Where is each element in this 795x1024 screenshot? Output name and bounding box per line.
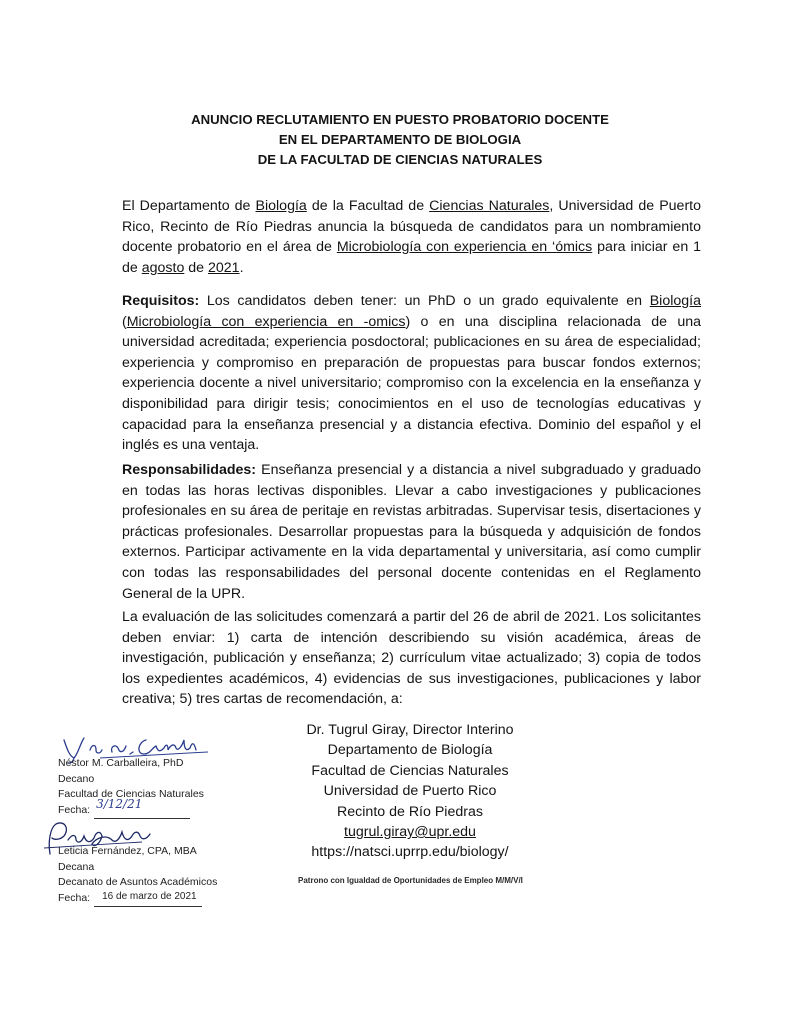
equal-opportunity-notice: Patrono con Igualdad de Oportunidades de Empleo M/M/V/I [298, 876, 523, 885]
responsabilidades-paragraph [122, 460, 701, 604]
fecha-label: Fecha: [58, 803, 91, 816]
intro-text: de la Facultad de [306, 198, 430, 214]
address-line: Facultad de Ciencias Naturales [311, 762, 509, 779]
signatory-role: Decana [58, 860, 95, 873]
intro-text: El Departamento de [122, 198, 256, 214]
requisitos-underlined-area: Microbiología con experiencia en -omics [126, 313, 406, 330]
address-line: Universidad de Puerto Rico [323, 783, 497, 800]
address-line: Recinto de Río Piedras [337, 803, 483, 820]
requisitos-underlined-biologia: Biología [649, 293, 701, 309]
signatory-unit: Decanato de Asuntos Académicos [58, 876, 218, 888]
signatory-name: Néstor M. Carballeira, PhD [58, 757, 184, 769]
email-link[interactable]: tugrul.giray@upr.edu [344, 824, 476, 841]
evaluacion-text: La evaluación de las solicitudes comenzará a partir del 26 de abril de 2021. Los solicitantes deben enviar: 1) carta de intención describiendo su visión académica, áreas de investigación, publicación y enseñanza; 2) currículum vitae actualizado; 3) copia de todos los expedientes académicos, 4) evidencias de sus investigaciones, publicaciones y labor creativa; 5) tres cartas de recomendación, a: [122, 609, 701, 708]
intro-text: de [184, 259, 209, 276]
dean-academic-signature-block [58, 844, 217, 907]
evaluacion-paragraph [122, 607, 701, 710]
signatory-role: Decano [58, 772, 95, 785]
title-line-1: ANUNCIO RECLUTAMIENTO EN PUESTO PROBATORIO DOCENTE [191, 112, 609, 127]
intro-underlined-ciencias: Ciencias Naturales [429, 198, 550, 214]
requisitos-text: ) o en una disciplina relacionada de una universidad acreditada; experiencia posdoctoral; publicaciones en su área de especialidad; experiencia y compromiso en preparación de propuestas para buscar fondos externos; experiencia docente a nivel universitario; compromiso con la excelencia en la enseñanza y disponibilidad para dirigir tesis; conocimientos en el uso de tecnologías educativas y capacidad para la enseñanza presencial y a distancia efectiva. Dominio del español y el inglés es una ventaja. [122, 313, 701, 454]
title-line-3: DE LA FACULTAD DE CIENCIAS NATURALES [257, 152, 543, 167]
intro-text: . [239, 259, 244, 276]
typed-date: 16 de marzo de 2021 [102, 890, 197, 902]
fecha-label: Fecha: [58, 891, 91, 904]
requisitos-text: ( [122, 313, 127, 330]
title-line-2: EN EL DEPARTAMENTO DE BIOLOGIA [278, 132, 522, 147]
handwritten-date: 3/12/21 [96, 796, 143, 811]
address-line: Dr. Tugrul Giray, Director Interino [306, 722, 514, 738]
responsabilidades-label: Responsabilidades: [122, 462, 257, 478]
mailing-address [280, 720, 540, 863]
intro-text: , Universidad de Puerto Rico, Recinto de Río Piedras anuncia la búsqueda de candidatos para un nombramiento docente probatorio en el área de [122, 198, 701, 256]
announcement-title [120, 110, 680, 170]
intro-text: para iniciar en 1 de [122, 239, 702, 276]
intro-underlined-biologia: Biología [255, 198, 307, 214]
website-link[interactable]: https://natsci.uprrp.edu/biology/ [311, 844, 509, 861]
requisitos-label: Requisitos: [122, 293, 200, 309]
requisitos-text: Los candidatos deben tener: un PhD o un grado equivalente en [199, 293, 650, 309]
intro-paragraph [122, 196, 701, 278]
address-line: Departamento de Biología [327, 742, 493, 759]
dean-signature-block [58, 756, 204, 819]
responsabilidades-text: Enseñanza presencial y a distancia a nivel subgraduado y graduado en todas las horas lectivas disponibles. Llevar a cabo investigaciones y publicaciones profesionales en su área de peritaje en revistas arbitradas. Supervisar tesis, disertaciones y prácticas profesionales. Desarrollar propuestas para la búsqueda y adquisición de fondos externos. Participar activamente en la vida departamental y universitaria, así como cumplir con todas las responsabilidades del personal docente contenidas en el Reglamento General de la UPR. [122, 462, 701, 602]
signatory-name: Leticia Fernández, CPA, MBA [58, 845, 197, 857]
intro-underlined-area: Microbiología con experiencia en ‘ómics [336, 239, 593, 256]
signatory-unit: Facultad de Ciencias Naturales [58, 788, 204, 800]
requisitos-paragraph [122, 291, 701, 456]
intro-underlined-year: 2021 [208, 259, 240, 276]
intro-underlined-month: agosto [141, 259, 185, 276]
